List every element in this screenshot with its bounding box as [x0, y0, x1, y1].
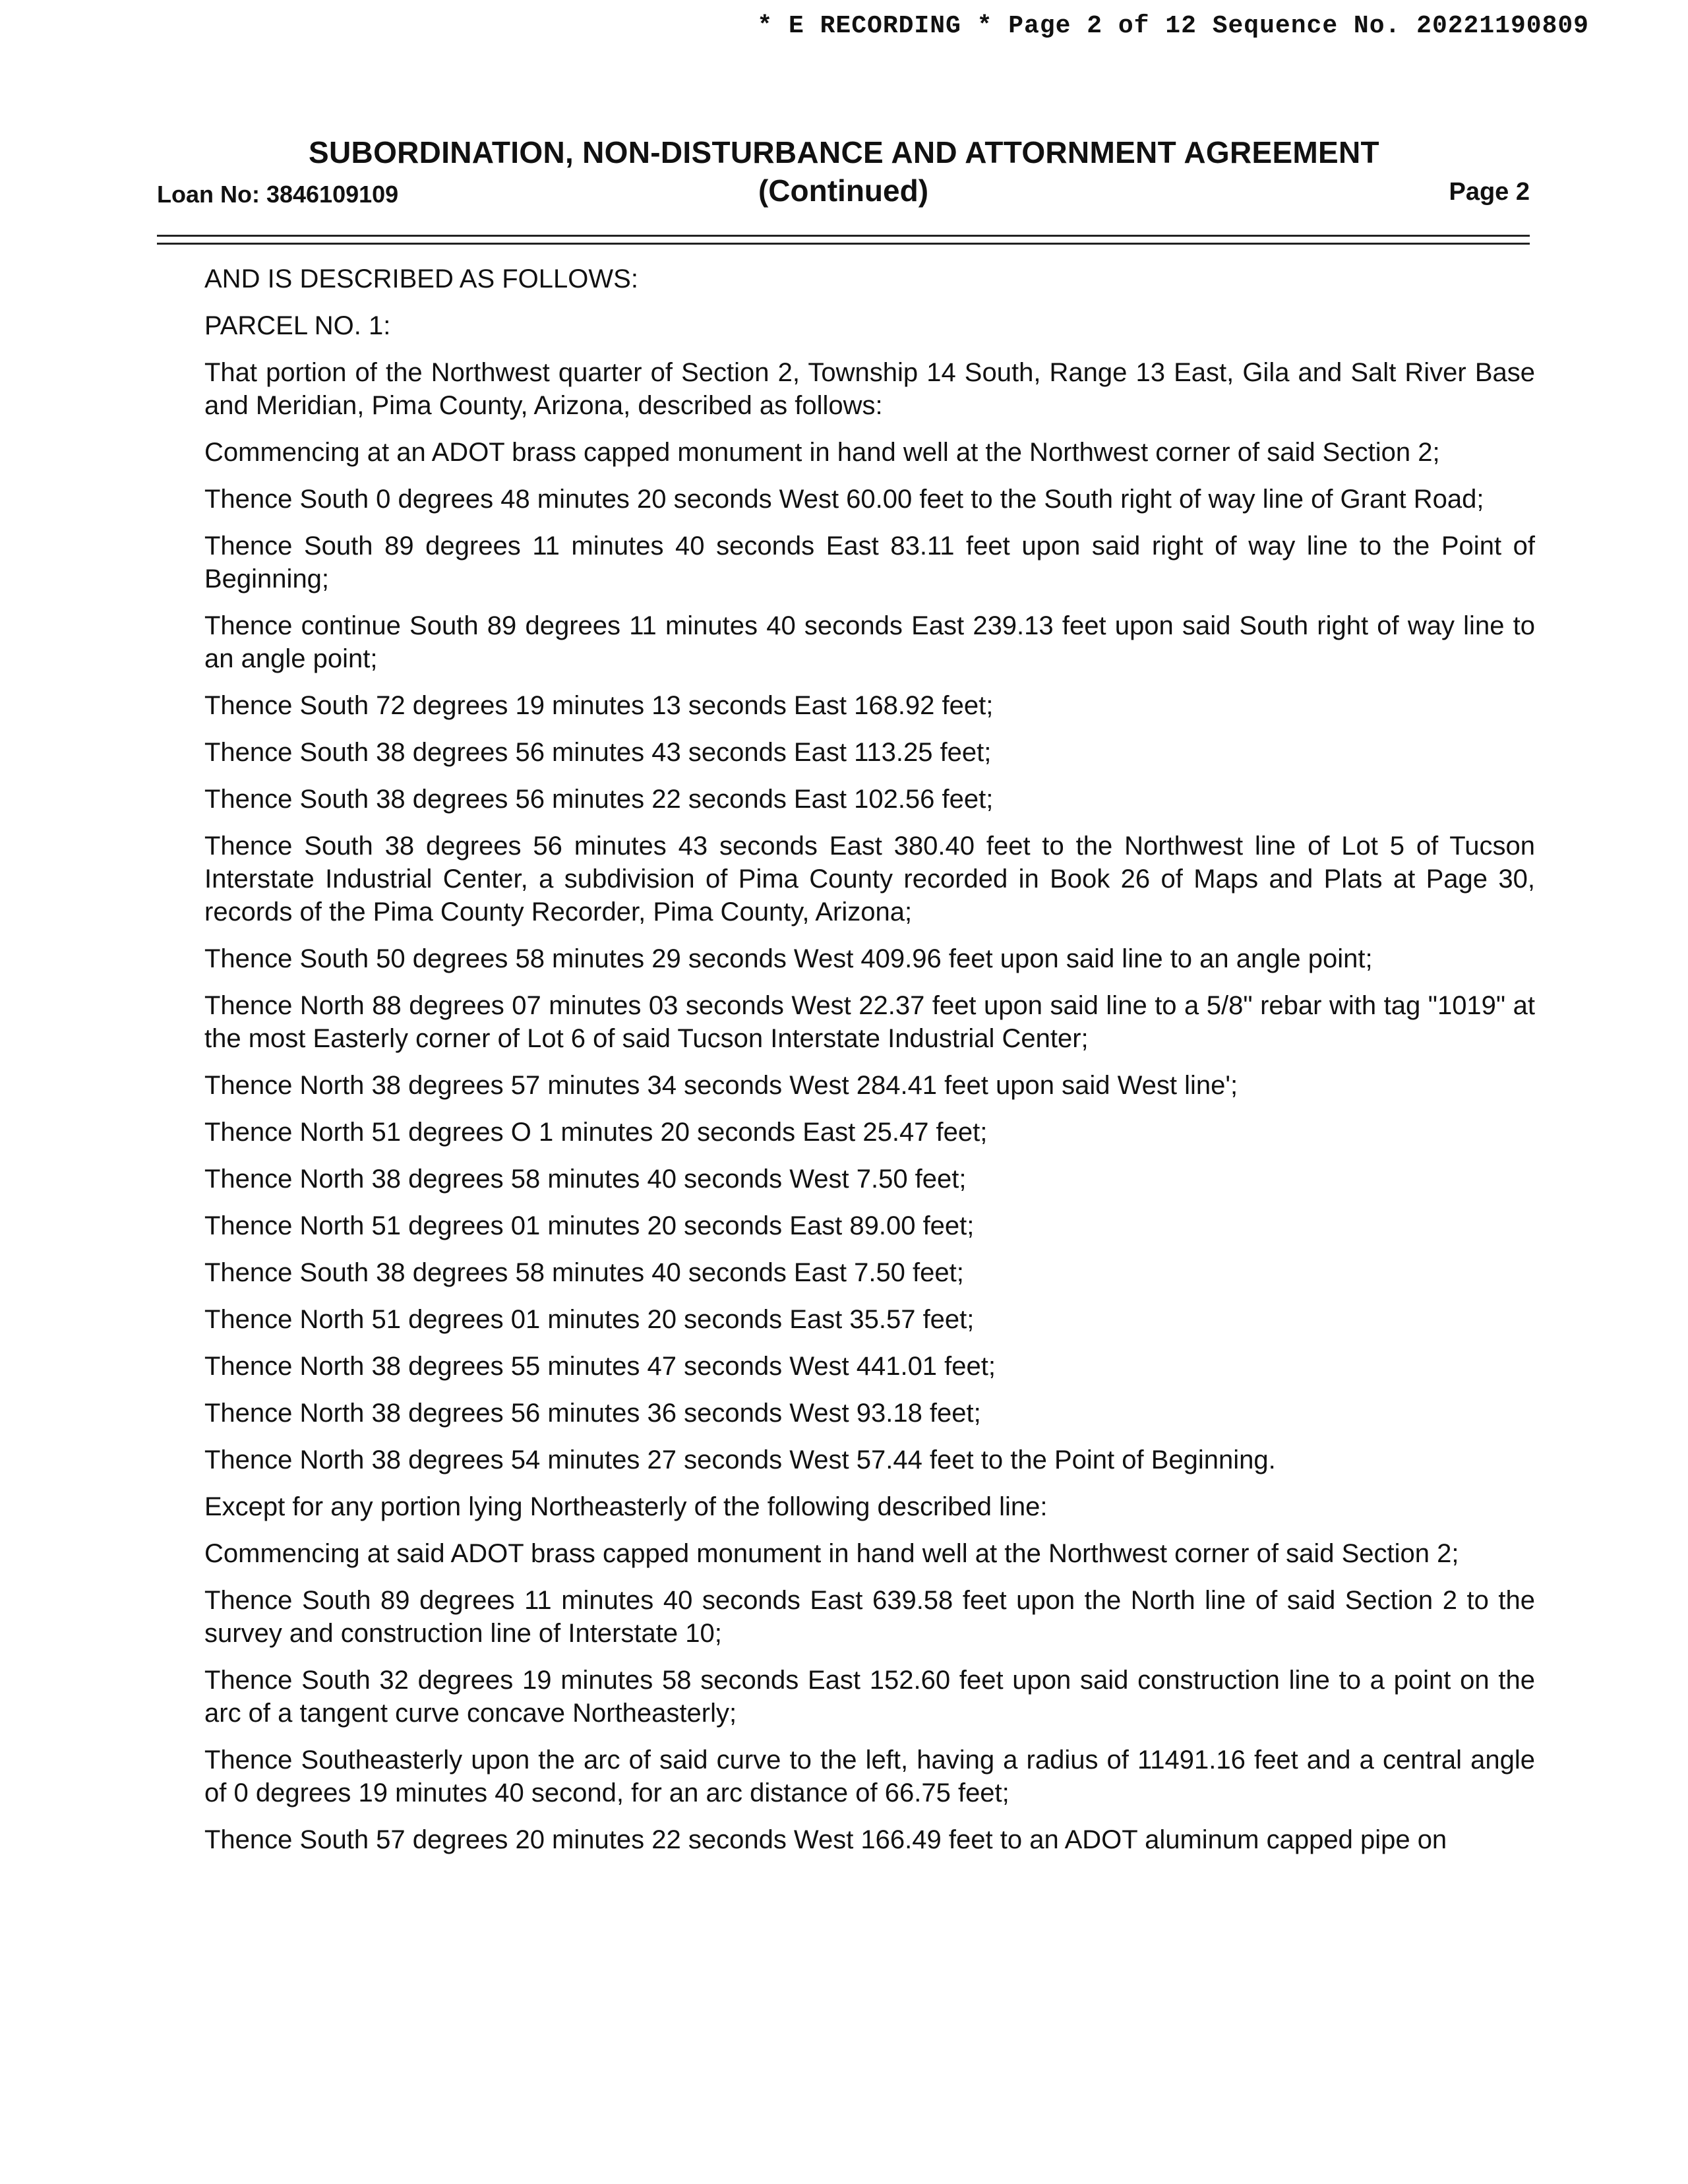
- paragraph: Except for any portion lying Northeasterly of the following described line:: [204, 1492, 1048, 1521]
- paragraph: Thence North 38 degrees 54 minutes 27 seconds West 57.44 feet to the Point of Beginning.: [204, 1445, 1276, 1474]
- paragraph: Thence South 57 degrees 20 minutes 22 seconds West 166.49 feet to an ADOT aluminum capped pipe on: [204, 1825, 1447, 1854]
- paragraph: Thence continue South 89 degrees 11 minutes 40 seconds East 239.13 feet upon said South right of way line to an angle point;: [204, 611, 1535, 673]
- paragraph: Thence North 38 degrees 55 minutes 47 seconds West 441.01 feet;: [204, 1352, 996, 1381]
- header-divider-bottom: [157, 243, 1530, 245]
- paragraph: Thence North 38 degrees 56 minutes 36 seconds West 93.18 feet;: [204, 1399, 981, 1428]
- paragraph: Thence South 72 degrees 19 minutes 13 seconds East 168.92 feet;: [204, 691, 994, 720]
- recording-stamp: * E RECORDING * Page 2 of 12 Sequence No. 20221190809: [757, 12, 1589, 40]
- paragraph: That portion of the Northwest quarter of Section 2, Township 14 South, Range 13 East, Gila and Salt River Base and Meridian, Pima County, Arizona, described as follows:: [204, 358, 1535, 420]
- page-number: Page 2: [1449, 178, 1530, 206]
- header-divider-top: [157, 235, 1530, 237]
- paragraph: Thence South 38 degrees 56 minutes 43 seconds East 380.40 feet to the Northwest line of Lot 5 of Tucson Interstate Industrial Center, a subdivision of Pima County recorded in Book 26 of Maps and Plats at Page 30, records of the Pima County Recorder, Pima County, Arizona;: [204, 832, 1535, 926]
- paragraph: Thence South 38 degrees 56 minutes 22 seconds East 102.56 feet;: [204, 785, 994, 814]
- paragraph: Thence South 50 degrees 58 minutes 29 seconds West 409.96 feet upon said line to an angle point;: [204, 944, 1373, 973]
- paragraph: Thence South 38 degrees 56 minutes 43 seconds East 113.25 feet;: [204, 738, 992, 767]
- continued-label: (Continued): [758, 173, 929, 208]
- loan-number: Loan No: 3846109109: [157, 181, 399, 208]
- paragraph: Thence South 89 degrees 11 minutes 40 seconds East 83.11 feet upon said right of way line to the Point of Beginning;: [204, 531, 1535, 593]
- paragraph: Commencing at said ADOT brass capped monument in hand well at the Northwest corner of said Section 2;: [204, 1539, 1459, 1568]
- paragraph: Thence Southeasterly upon the arc of said curve to the left, having a radius of 11491.16 feet and a central angle of 0 degrees 19 minutes 40 second, for an arc distance of 66.75 feet;: [204, 1745, 1535, 1807]
- paragraph: Thence South 32 degrees 19 minutes 58 seconds East 152.60 feet upon said construction line to a point on the arc of a tangent curve concave Northeasterly;: [204, 1666, 1535, 1728]
- paragraph: Commencing at an ADOT brass capped monument in hand well at the Northwest corner of said Section 2;: [204, 438, 1440, 467]
- paragraph: Thence North 51 degrees 01 minutes 20 seconds East 89.00 feet;: [204, 1211, 975, 1240]
- paragraph: Thence North 38 degrees 57 minutes 34 seconds West 284.41 feet upon said West line';: [204, 1071, 1238, 1100]
- paragraph: Thence South 0 degrees 48 minutes 20 seconds West 60.00 feet to the South right of way line of Grant Road;: [204, 485, 1484, 514]
- paragraph: Thence North 51 degrees 01 minutes 20 seconds East 35.57 feet;: [204, 1305, 975, 1334]
- paragraph: Thence North 51 degrees O 1 minutes 20 seconds East 25.47 feet;: [204, 1118, 988, 1147]
- paragraph: Thence South 89 degrees 11 minutes 40 seconds East 639.58 feet upon the North line of said Section 2 to the survey and construction line of Interstate 10;: [204, 1586, 1535, 1648]
- paragraph: AND IS DESCRIBED AS FOLLOWS:: [204, 264, 638, 293]
- legal-description: [204, 262, 1535, 1870]
- paragraph: PARCEL NO. 1:: [204, 311, 391, 340]
- paragraph: Thence North 88 degrees 07 minutes 03 seconds West 22.37 feet upon said line to a 5/8" rebar with tag "1019" at the most Easterly corner of Lot 6 of said Tucson Interstate Industrial Center;: [204, 991, 1535, 1053]
- sub-header: [157, 173, 1530, 212]
- document-title: SUBORDINATION, NON-DISTURBANCE AND ATTORNMENT AGREEMENT: [309, 135, 1379, 169]
- paragraph: Thence South 38 degrees 58 minutes 40 seconds East 7.50 feet;: [204, 1258, 964, 1287]
- paragraph: Thence North 38 degrees 58 minutes 40 seconds West 7.50 feet;: [204, 1165, 967, 1194]
